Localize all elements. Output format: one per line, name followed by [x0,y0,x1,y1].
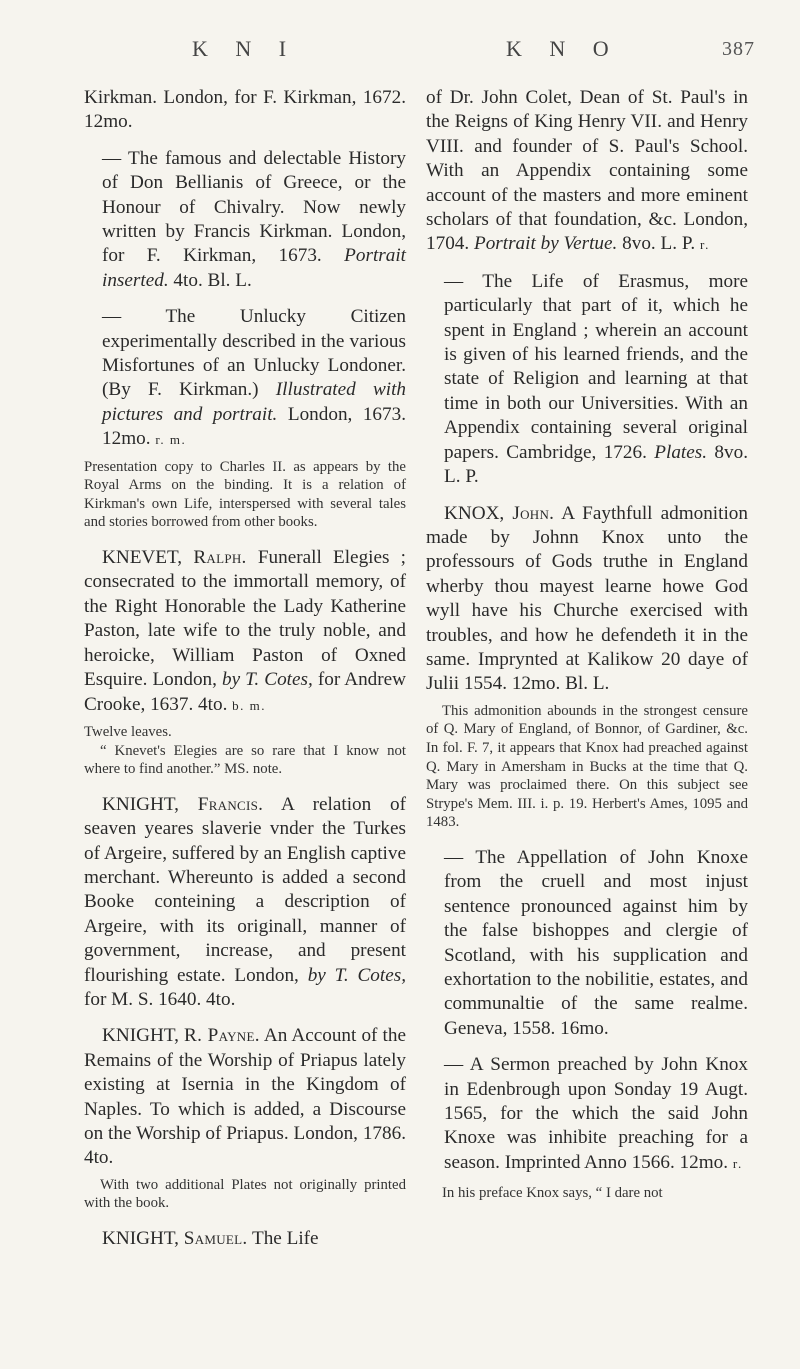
entry-imprint: 8vo. L. P. [444,441,748,488]
entry-text: Kirkman. London, for F. Kirkman, 1672. 12mo. [84,87,406,133]
page-number: 387 [722,38,755,60]
entry-forename: Francis. [197,793,264,815]
entry-text: — The Unlucky Citizen experimentally described in the various Misfortunes of an Unlucky Londoner. (By F. Kirkman.) [102,306,406,401]
entry-imprint: London, 1673. 12mo. [102,403,406,450]
entry-note: “ Knevet's Elegies are so rare that I know not where to find another.” MS. note. [84,742,406,778]
running-head-left: K N I [192,36,298,61]
provenance-mark: b. m. [232,697,267,713]
entry-imprint: 8vo. L. P. [622,233,696,255]
entry-heading: KNIGHT, [102,1227,179,1249]
entry-text: Funerall Elegies ; consecrated to the immortall memory, of the Right Honorable the Lady Katherine Paston, late wife to the truly noble, and heroicke, William Paston of Oxned Esquire. London, [84,547,407,691]
left-column [84,86,406,1251]
entry-heading: KNIGHT, [102,793,179,815]
entry-knight-payne [84,1024,406,1170]
entry-note: Presentation copy to Charles II. as appears by the Royal Arms on the binding. It is a relation of Kirkman's own Life, interspersed with several tales and stories borrowed from other books. [84,458,406,531]
entry-erasmus [426,270,748,490]
entry-forename: Samuel. [183,1227,248,1249]
entry-imprint: for M. S. 1640. 4to. [84,988,236,1010]
entry-text: The Life [251,1227,319,1249]
provenance-mark: r. [699,237,710,253]
entry-imprint: for Andrew Crooke, 1637. 4to. [84,669,407,715]
provenance-mark: r. [732,1155,743,1171]
entry-bellianis [84,147,406,293]
entry-text: — The Life of Erasmus, more particularly that part of it, which he spent in England ; wherein an account is given of his learned friends, and the state of Religion and learning at that time in both our Universities. With an Appendix containing several original papers. Cambridge, 1726. [444,270,748,463]
entry-forename: R. Payne. [184,1025,260,1047]
entry-note: Twelve leaves. [84,723,172,740]
entry-forename: John. [512,502,555,524]
entry-imprint: 4to. Bl. L. [173,269,252,291]
entry-note: This admonition abounds in the strongest censure of Q. Mary of England, of Bonnor, of Gardiner, &c. In fol. F. 7, it appears that Knox had preached against Q. Mary in Amersham in Bucks at the time that Q. Mary was proclaimed there. On this subject see Strype's Mem. III. i. p. 19. Herbert's Ames, 1095 and 1483. [426,702,748,831]
entry-text: — The Appellation of John Knoxe from the cruell and most injust sentence pronounced against him by the false bishoppes and clergie of Scotland, with his supplication and exhortation to the nobilitie, estates, and communaltie of the same realme. Geneva, 1558. 16mo. [444,846,748,1039]
entry-colet-continuation [426,86,748,258]
entry-italic: Plates. [654,441,708,463]
entry-text: — A Sermon preached by John Knox in Edenbrough upon Sonday 19 Augt. 1565, for the which the said John Knoxe was inhibite preaching for a season. Imprinted Anno 1566. 12mo. [444,1054,748,1173]
entry-italic: Illustrated with pictures and portrait. [102,379,407,425]
entry-knight-samuel [84,1227,406,1251]
entry-knevet [84,546,406,718]
entry-heading: KNOX, [444,502,505,524]
entry-italic: by T. Cotes, [222,669,313,691]
entry-text: An Account of the Remains of the Worship of Priapus lately existing at Isernia in the Kingdom of Naples. To which is added, a Discourse on the Worship of Priapus. London, 1786. 4to. [84,1025,406,1169]
entry-knight-francis [84,793,406,1013]
entry-text: A Faythfull admonition made by Johnn Knox unto the professours of Gods truthe in England wherby thou mayest learne howe God wyll have his Churche exercised with troubles, and how he defendeth it in the same. Imprynted at Kalikow 20 daye of Julii 1554. 12mo. Bl. L. [426,502,748,695]
entry-italic: Portrait inserted. [102,245,406,291]
entry-unlucky-citizen [84,305,406,452]
entry-knox-appellation [426,846,748,1041]
entry-text: — The famous and delectable History of Don Bellianis of Greece, or the Honour of Chivalry. Now newly written by Francis Kirkman. London, for F. Kirkman, 1673. [102,147,406,267]
right-column [426,86,748,1217]
entry-italic: Portrait by Vertue. [473,233,618,255]
entry-forename: Ralph. [193,547,247,569]
entry-kirkman-continuation [84,86,406,135]
entry-italic: by T. Cotes, [307,964,407,986]
running-head-right: K N O [506,36,620,61]
entry-heading: KNEVET, [102,547,183,569]
entry-heading: KNIGHT, [102,1025,179,1047]
entry-text: of Dr. John Colet, Dean of St. Paul's in the Reigns of King Henry VII. and Henry VIII. and founder of S. Paul's School. With an Appendix containing some account of the masters and more eminent scholars of that foundation, &c. London, 1704. [426,87,748,255]
entry-knox-sermon [426,1053,748,1176]
provenance-mark: r. m. [155,432,187,448]
entry-text: A relation of seaven yeares slaverie vnder the Turkes of Argeire, suffered by an English captive merchant. Whereunto is added a second Booke conteining a description of Argeire, with its originall, manner of government, increase, and present flourishing estate. London, [84,793,406,986]
entry-note: With two additional Plates not originally printed with the book. [84,1176,406,1212]
entry-knox-admonition [426,502,748,697]
entry-note: In his preface Knox says, “ I dare not [442,1185,663,1202]
